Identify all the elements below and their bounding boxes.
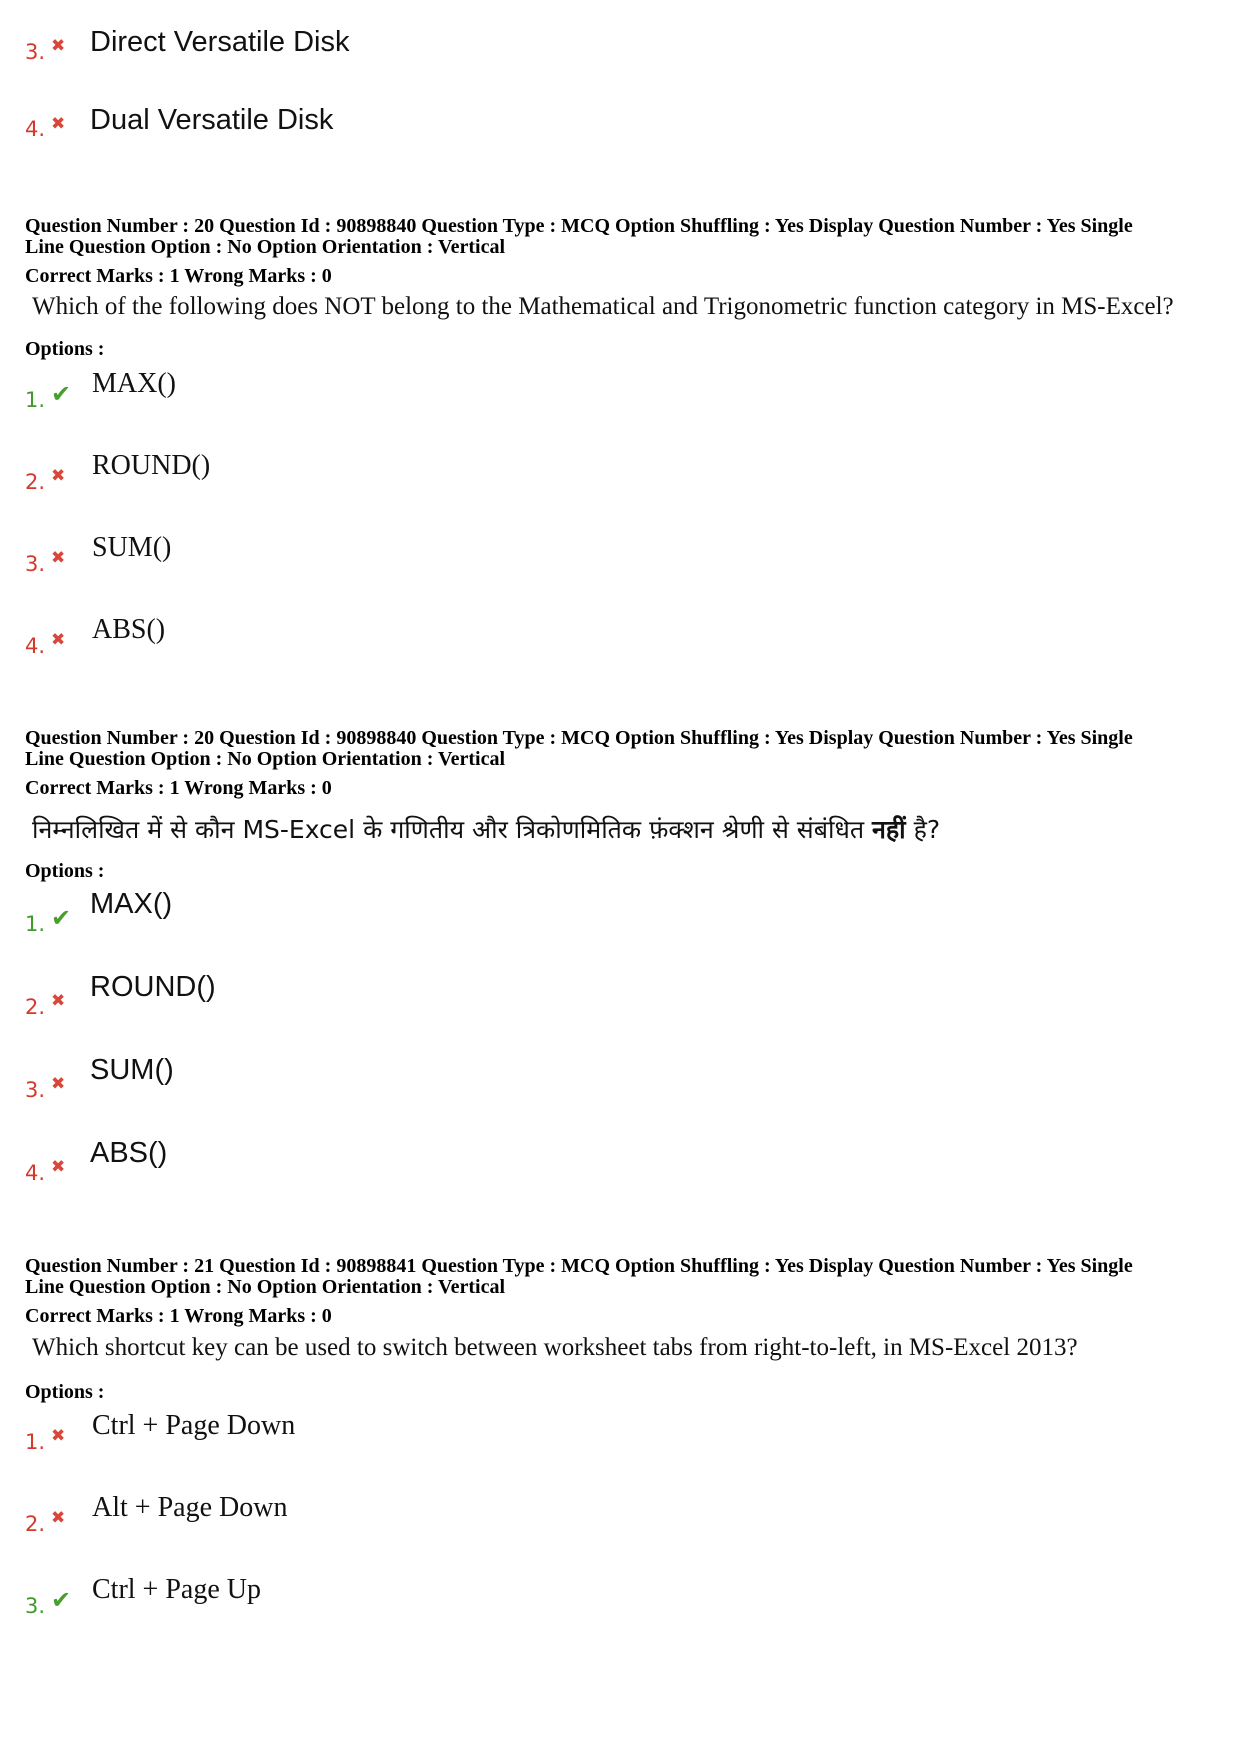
question-text: Which shortcut key can be used to switch between worksheet tabs from right-to-left, in MS-Excel 2013? [32, 1334, 1078, 1361]
question-text [32, 812, 940, 846]
options-label: Options : [25, 338, 105, 360]
option-number: 4. [25, 1161, 46, 1185]
check-icon: ✔ [51, 380, 72, 408]
cross-icon: ✖ [51, 1157, 66, 1177]
cross-icon: ✖ [51, 991, 66, 1011]
question-text-part1: निम्नलिखित में से कौन MS-Excel के गणितीय और त्रिकोणमितिक फ़ंक्शन श्रेणी से संबंधित [32, 815, 873, 844]
option-number: 2. [25, 470, 46, 494]
option-text: ABS() [92, 614, 166, 645]
option-text: ROUND() [92, 450, 211, 481]
option-text: MAX() [90, 888, 173, 920]
options-label: Options : [25, 1381, 105, 1403]
option-number: 1. [25, 912, 46, 936]
cross-icon: ✖ [51, 36, 66, 56]
option-number: 3. [25, 40, 46, 64]
question-marks: Correct Marks : 1 Wrong Marks : 0 [25, 265, 332, 287]
question-meta [25, 216, 1215, 258]
check-icon: ✔ [51, 1586, 72, 1614]
cross-icon: ✖ [51, 114, 66, 134]
question-text-bold: नहीं [872, 815, 906, 844]
meta-line-2: Line Question Option : No Option Orientation : Vertical [25, 236, 506, 258]
option-number: 2. [25, 1512, 46, 1536]
question-meta [25, 1256, 1215, 1298]
option-number: 4. [25, 634, 46, 658]
cross-icon: ✖ [51, 1508, 66, 1528]
cross-icon: ✖ [51, 548, 66, 568]
meta-line-2: Line Question Option : No Option Orientation : Vertical [25, 1276, 506, 1298]
option-number: 3. [25, 1594, 46, 1618]
cross-icon: ✖ [51, 466, 66, 486]
meta-line-1: Question Number : 21 Question Id : 90898841 Question Type : MCQ Option Shuffling : Yes Display Question Number : Yes Single [25, 1255, 1133, 1277]
option-text: Ctrl + Page Up [92, 1574, 261, 1605]
option-text: Ctrl + Page Down [92, 1410, 296, 1441]
question-marks: Correct Marks : 1 Wrong Marks : 0 [25, 1305, 332, 1327]
options-label: Options : [25, 860, 105, 882]
meta-line-2: Line Question Option : No Option Orientation : Vertical [25, 748, 506, 770]
option-number: 3. [25, 552, 46, 576]
meta-line-1: Question Number : 20 Question Id : 90898840 Question Type : MCQ Option Shuffling : Yes Display Question Number : Yes Single [25, 215, 1133, 237]
option-text: ABS() [90, 1137, 168, 1169]
option-number: 1. [25, 1430, 46, 1454]
option-text: Alt + Page Down [92, 1492, 288, 1523]
question-marks: Correct Marks : 1 Wrong Marks : 0 [25, 777, 332, 799]
option-number: 1. [25, 388, 46, 412]
cross-icon: ✖ [51, 630, 66, 650]
option-text: ROUND() [90, 971, 216, 1003]
question-text-part2: है? [905, 815, 941, 844]
option-text: SUM() [92, 532, 172, 563]
option-number: 2. [25, 995, 46, 1019]
option-text: Dual Versatile Disk [90, 104, 334, 136]
meta-line-1: Question Number : 20 Question Id : 90898840 Question Type : MCQ Option Shuffling : Yes Display Question Number : Yes Single [25, 727, 1133, 749]
option-text: Direct Versatile Disk [90, 26, 350, 58]
option-number: 3. [25, 1078, 46, 1102]
option-number: 4. [25, 117, 46, 141]
option-text: MAX() [92, 368, 176, 399]
check-icon: ✔ [51, 904, 72, 932]
option-text: SUM() [90, 1054, 174, 1086]
cross-icon: ✖ [51, 1074, 66, 1094]
question-meta [25, 728, 1215, 770]
cross-icon: ✖ [51, 1426, 66, 1446]
question-text: Which of the following does NOT belong to the Mathematical and Trigonometric function category in MS-Excel? [32, 293, 1174, 320]
